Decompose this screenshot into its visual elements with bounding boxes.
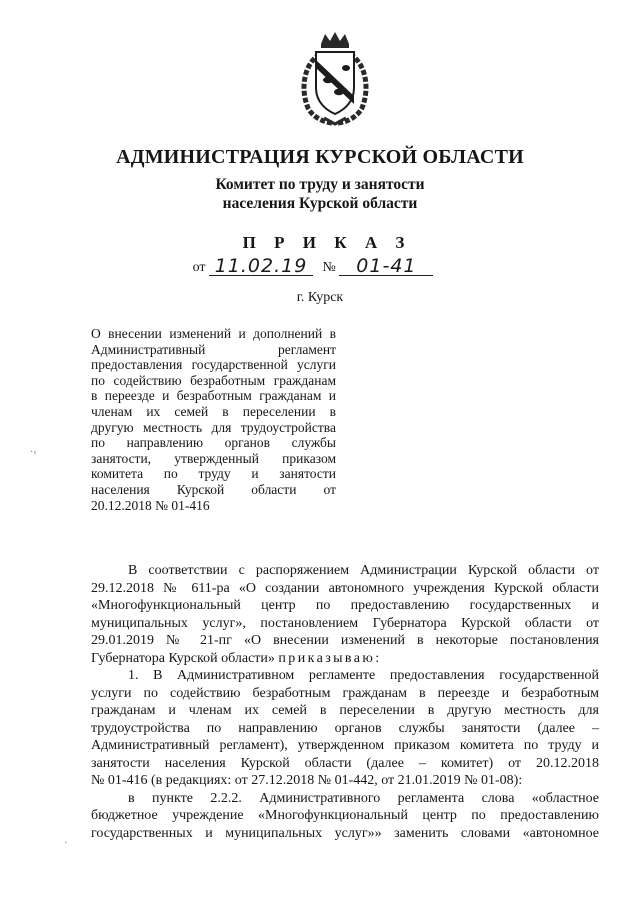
committee-name (0, 175, 640, 213)
body-line: «Многофункциональный центр по предоставлению государственных и (91, 598, 599, 613)
body-line: 29.01.2019 № 21-пг «О внесении изменений в некоторые постановления (91, 633, 599, 648)
handwritten-order-number: 01-41 (339, 257, 433, 276)
committee-name-line-1: Комитет по труду и занятости (215, 176, 425, 193)
subject-line: О внесении изменений и дополнений в (91, 326, 336, 341)
kursk-coat-of-arms-emblem (294, 30, 376, 126)
handwritten-date: 11.02.19 (209, 257, 313, 276)
governor-text: Губернатора Курской области» (91, 650, 275, 666)
number-label: № (322, 260, 336, 275)
body-line: бюджетное учреждение «Многофункциональный центр по предоставлению (91, 808, 599, 823)
body-line (91, 650, 599, 668)
city-line: г. Курск (296, 290, 344, 305)
committee-name-line-2: населения Курской области (222, 195, 418, 212)
order-title: П Р И К А З (242, 233, 412, 252)
order-subject (91, 326, 336, 513)
body-line: государственных и муниципальных услуг»» заменить словами «автономное (91, 825, 599, 841)
subject-line: 20.12.2018 № 01-416 (91, 497, 210, 513)
subject-line: занятости, утвержденный приказом (91, 450, 336, 466)
body-line: Административный регламент), утвержденном приказом комитета по труду и (91, 738, 599, 753)
body-line: в пункте 2.2.2. Административного регламента слова «областное (128, 790, 599, 806)
subject-line: предоставления государственной услуги (91, 357, 336, 373)
subject-line: по направлению органов службы (91, 435, 336, 451)
body-line: занятости населения Курской области (далее – комитет) от 20.12.2018 (91, 755, 599, 771)
body-line: 1. В Административном регламенте предоставления государственной (128, 668, 599, 683)
subject-line: другую местность для трудоустройства (91, 419, 336, 435)
body-line: трудоустройства по направлению органов службы занятости (далее – (91, 720, 599, 736)
organization-title: АДМИНИСТРАЦИЯ КУРСКОЙ ОБЛАСТИ (116, 146, 524, 168)
subject-line: комитета по труду и занятости (91, 466, 336, 482)
subject-line: населения Курской области от (91, 481, 336, 497)
subject-line: членам их семей в переселении в (91, 403, 336, 419)
body-line: услуги по содействию безработным гражданам в переезде и безработным (91, 685, 599, 701)
body-line: В соответствии с распоряжением Администрации Курской области от (128, 563, 599, 578)
body-line: муниципальных услуг», постановлением Губернатора Курской области от (91, 615, 599, 631)
margin-mark: · (64, 838, 68, 849)
body-line: № 01-416 (в редакциях: от 27.12.2018 № 01-442, от 21.01.2019 № 01-08): (91, 773, 523, 788)
margin-mark: ·‹ (30, 447, 37, 458)
order-date-number-line (0, 257, 640, 276)
subject-line: в переезде и безработным гражданам и (91, 388, 336, 404)
order-verb-spaced: приказываю: (278, 650, 382, 666)
body-line: гражданам и членам их семей в переселении в другую местность для (91, 703, 599, 718)
order-body (91, 562, 599, 842)
date-label: от (192, 260, 206, 275)
body-line: 29.12.2018 № 611-ра «О создании автономного учреждения Курской области (91, 580, 599, 596)
subject-line: по содействию безработным гражданам (91, 372, 336, 388)
subject-line: Административный регламент (91, 341, 336, 357)
